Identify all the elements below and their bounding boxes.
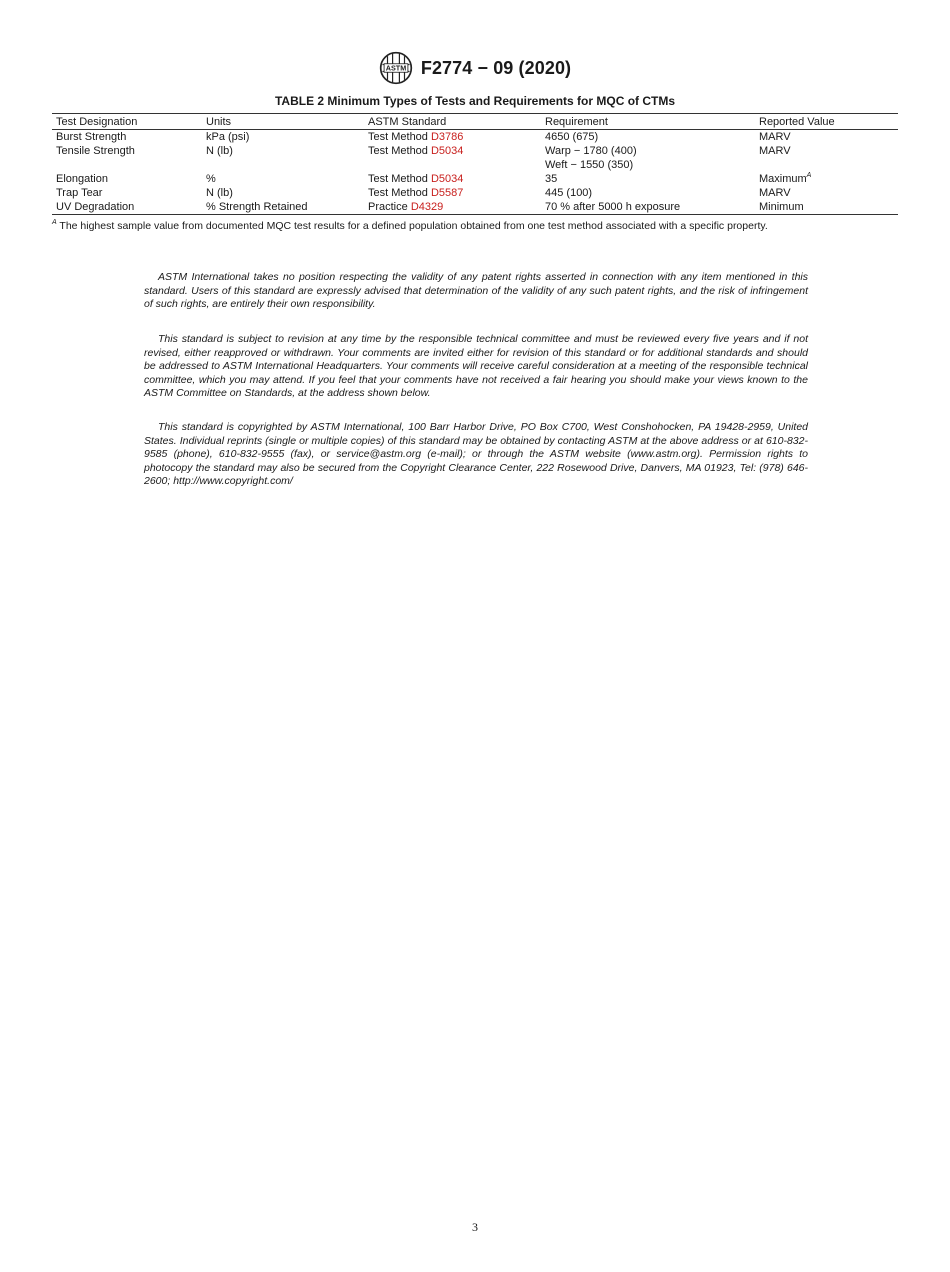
notice-text: This standard is subject to revision at any time by the responsible technical committee and must be reviewed every five years and if not revised, either reapproved or withdrawn. Your comments are invited either for revision of this standard or for additional standards and should be addressed to ASTM International Headquarters. Your comments will receive careful consideration at a meeting of the responsible technical committee, which you may attend. If you feel that your comments have not received a fair hearing you should make your views known to the ASTM Committee on Standards, at the address shown below. — [144, 333, 808, 399]
cell-standard — [364, 186, 541, 200]
standard-link[interactable]: D4329 — [410, 201, 444, 213]
footnote-marker: A — [52, 219, 57, 226]
footnote-marker: A — [806, 172, 812, 179]
standard-link[interactable]: D5587 — [430, 187, 464, 199]
column-header: Reported Value — [759, 116, 835, 128]
cell-standard — [364, 200, 541, 215]
cell-reported: MARV — [759, 145, 791, 157]
cell-designation: UV Degradation — [56, 201, 135, 213]
standard-link[interactable]: D3786 — [430, 131, 464, 143]
requirements-table — [52, 113, 898, 215]
column-header: ASTM Standard — [368, 116, 447, 128]
footnote-text: The highest sample value from documented MQC test results for a defined population obtained from one test method associated with a specific property. — [59, 220, 768, 232]
standard-link[interactable]: D5034 — [430, 173, 464, 185]
patent-notice — [144, 271, 808, 312]
cell-units — [202, 158, 364, 172]
cell-requirement: Weft − 1550 (350) — [545, 159, 634, 171]
cell-requirement: 35 — [545, 173, 558, 185]
method-label: Test Method — [368, 145, 428, 157]
cell-units: N (lb) — [206, 187, 233, 199]
cell-units: kPa (psi) — [206, 131, 250, 143]
method-label: Test Method — [368, 131, 428, 143]
notice-text: ASTM International takes no position respecting the validity of any patent rights asserted in connection with any item mentioned in this standard. Users of this standard are expressly advised that determination of the validity of any such patent rights, and the risk of infringement of such rights, are entirely their own responsibility. — [144, 271, 808, 310]
cell-designation: Trap Tear — [56, 187, 103, 199]
reported-value: Maximum — [759, 173, 807, 185]
column-header: Requirement — [545, 116, 608, 128]
cell-designation: Elongation — [56, 173, 108, 185]
table-title: TABLE 2 Minimum Types of Tests and Requirements for MQC of CTMs — [274, 94, 676, 108]
table-footnote — [52, 220, 898, 232]
cell-standard — [364, 158, 541, 172]
cell-designation: Tensile Strength — [56, 145, 135, 157]
cell-standard — [364, 172, 541, 186]
page-header — [0, 50, 950, 86]
copyright-notice — [144, 421, 808, 489]
cell-requirement: 445 (100) — [545, 187, 593, 199]
cell-reported: MARV — [759, 187, 791, 199]
table-row — [52, 144, 898, 158]
cell-reported — [755, 158, 898, 172]
cell-requirement: 70 % after 5000 h exposure — [545, 201, 681, 213]
astm-logo-icon — [379, 51, 413, 85]
method-label: Practice — [368, 201, 408, 213]
cell-designation: Burst Strength — [56, 131, 127, 143]
cell-standard — [364, 144, 541, 158]
table-header-row — [52, 114, 898, 130]
cell-units: % Strength Retained — [206, 201, 308, 213]
logo-lettering: ASTM — [385, 63, 407, 73]
standard-link[interactable]: D5034 — [430, 145, 464, 157]
cell-reported: MARV — [759, 131, 791, 143]
table-row — [52, 186, 898, 200]
cell-reported: Minimum — [759, 201, 804, 213]
table-row — [52, 172, 898, 186]
revision-notice — [144, 333, 808, 401]
table-row — [52, 130, 898, 145]
table-row — [52, 200, 898, 215]
cell-requirement: Warp − 1780 (400) — [545, 145, 637, 157]
column-header: Units — [206, 116, 232, 128]
table-row — [52, 158, 898, 172]
method-label: Test Method — [368, 187, 428, 199]
method-label: Test Method — [368, 173, 428, 185]
cell-units: % — [206, 173, 216, 185]
cell-units: N (lb) — [206, 145, 233, 157]
document-designation: F2774 − 09 (2020) — [420, 57, 572, 78]
cell-reported — [755, 172, 898, 186]
page-number: 3 — [472, 1220, 478, 1234]
column-header: Test Designation — [56, 116, 138, 128]
cell-standard — [364, 130, 541, 145]
notice-text: This standard is copyrighted by ASTM International, 100 Barr Harbor Drive, PO Box C700, West Conshohocken, PA 19428-2959, United States. Individual reprints (single or multiple copies) of this standard may be obtained by contacting ASTM at the above address or at 610-832-9585 (phone), 610-832-9555 (fax), or service@astm.org (e-mail); or through the ASTM website (www.astm.org). Permission rights to photocopy the standard may also be secured from the Copyright Clearance Center, 222 Rosewood Drive, Danvers, MA 01923, Tel: (978) 646-2600; http://www.copyright.com/ — [144, 421, 808, 487]
cell-designation — [52, 158, 202, 172]
cell-requirement: 4650 (675) — [545, 131, 599, 143]
